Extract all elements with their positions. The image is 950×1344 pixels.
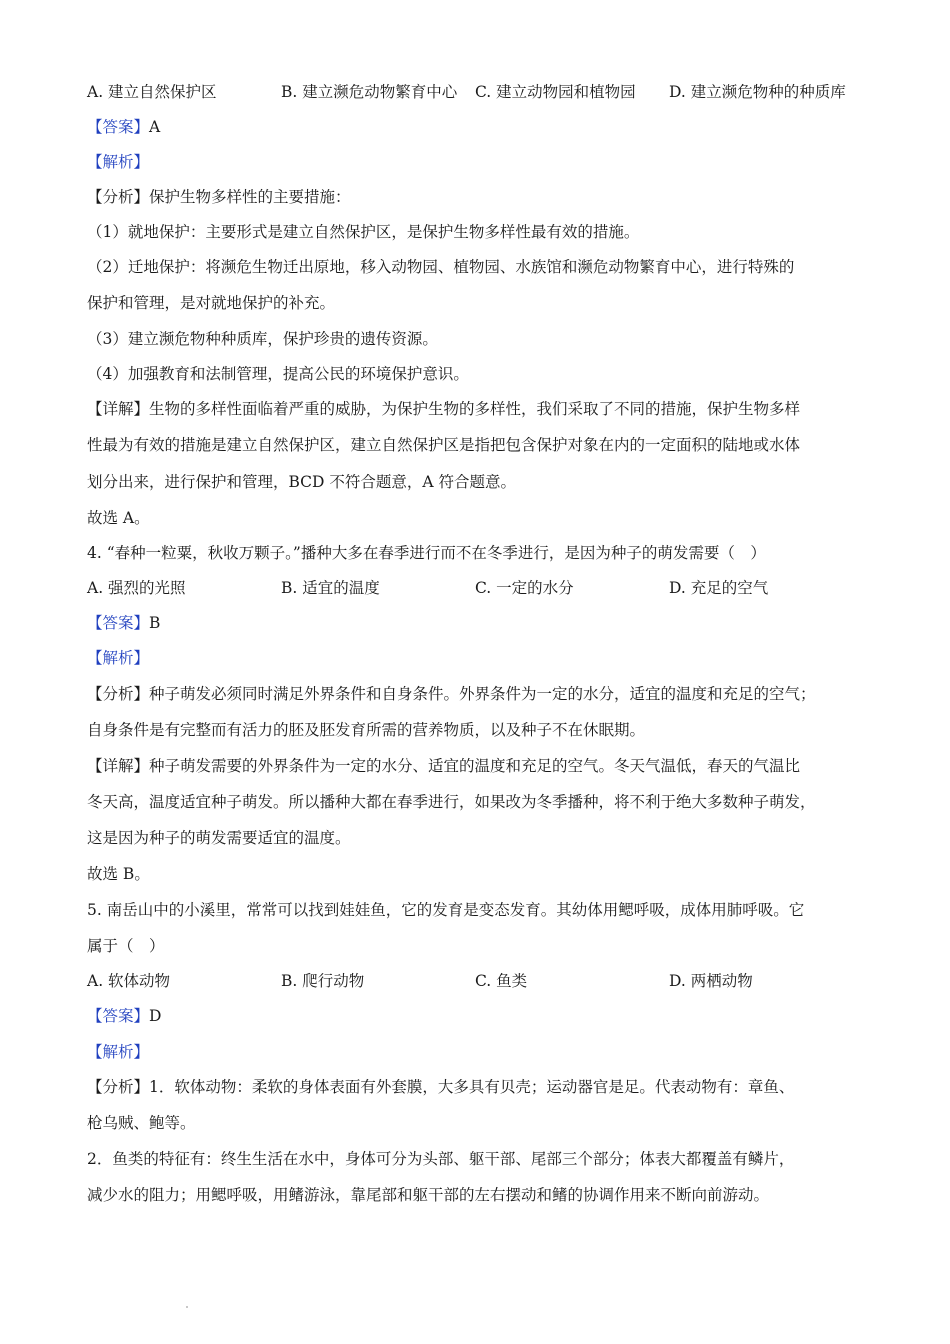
q3-point-2-cont: 保护和管理，是对就地保护的补充。: [87, 294, 336, 312]
q5-analysis-tag: 【解析】: [87, 1043, 150, 1061]
q3-point-4: （4）加强教育和法制管理，提高公民的环境保护意识。: [87, 365, 469, 383]
q4-option-a: A. 强烈的光照: [87, 579, 186, 597]
q3-detail-line-3: 划分出来，进行保护和管理，BCD 不符合题意，A 符合题意。: [87, 473, 517, 491]
q4-option-d: D. 充足的空气: [669, 579, 769, 597]
q3-option-d: D. 建立濒危物种的种质库: [669, 83, 846, 101]
q3-analysis-tag: 【解析】: [87, 153, 150, 171]
fenxi-text: 种子萌发必须同时满足外界条件和自身条件。外界条件为一定的水分，适宜的温度和充足的空气；: [149, 685, 816, 703]
q3-detail: [87, 399, 800, 419]
q4-fenxi: [87, 684, 816, 704]
fenxi-tag: 【分析】: [87, 685, 150, 703]
q4-answer: [87, 613, 160, 633]
q3-options: [87, 82, 887, 102]
q3-option-a: A. 建立自然保护区: [87, 83, 217, 101]
q5-line-3: 2．鱼类的特征有：终生生活在水中，身体可分为头部、躯干部、尾部三个部分；体表大都覆盖有鳞片，: [87, 1150, 795, 1168]
page-speck: [186, 1306, 188, 1308]
q3-point-1: （1）就地保护：主要形式是建立自然保护区，是保护生物多样性最有效的措施。: [87, 223, 640, 241]
q5-line-2: 枪乌贼、鲍等。: [87, 1114, 196, 1132]
q5-option-a: A. 软体动物: [87, 972, 171, 990]
q3-answer: [87, 117, 160, 137]
answer-value: D: [149, 1007, 162, 1025]
answer-tag: 【答案】: [87, 614, 150, 632]
q3-detail-line-2: 性最为有效的措施是建立自然保护区，建立自然保护区是指把包含保护对象在内的一定面积的陆地或水体: [87, 436, 801, 454]
answer-value: B: [149, 614, 161, 632]
q5-line-4: 减少水的阻力；用鳃呼吸，用鳍游泳，靠尾部和躯干部的左右摆动和鳍的协调作用来不断向前游动。: [87, 1186, 770, 1204]
fenxi-tag: 【分析】: [87, 1078, 150, 1096]
detail-text: 生物的多样性面临着严重的威胁，为保护生物的多样性，我们采取了不同的措施，保护生物多样: [149, 400, 801, 418]
q4-option-c: C. 一定的水分: [475, 579, 574, 597]
q3-conclusion: 故选 A。: [87, 509, 150, 527]
answer-tag: 【答案】: [87, 1007, 150, 1025]
q3-option-b: B. 建立濒危动物繁育中心: [281, 83, 458, 101]
q5-stem-line-1: 5. 南岳山中的小溪里，常常可以找到娃娃鱼，它的发育是变态发育。其幼体用鳃呼吸，成体用肺呼吸。它: [87, 901, 805, 919]
q5-stem-line-2: 属于（ ）: [87, 937, 165, 955]
q4-option-b: B. 适宜的温度: [281, 579, 380, 597]
q4-analysis-tag: 【解析】: [87, 649, 150, 667]
answer-value: A: [149, 118, 161, 136]
q4-detail: [87, 756, 800, 776]
q3-option-c: C. 建立动物园和植物园: [475, 83, 636, 101]
q5-option-d: D. 两栖动物: [669, 972, 753, 990]
q4-detail-line-3: 这是因为种子的萌发需要适宜的温度。: [87, 829, 351, 847]
fenxi-tag: 【分析】: [87, 188, 150, 206]
q3-fenxi: [87, 187, 351, 207]
q3-point-3: （3）建立濒危物种种质库，保护珍贵的遗传资源。: [87, 330, 438, 348]
q4-conclusion: 故选 B。: [87, 865, 150, 883]
q5-options: [87, 971, 887, 991]
q5-option-c: C. 鱼类: [475, 972, 528, 990]
answer-tag: 【答案】: [87, 118, 150, 136]
q4-detail-line-2: 冬天高，温度适宜种子萌发。所以播种大都在春季进行，如果改为冬季播种，将不利于绝大多数种子萌发，: [87, 793, 816, 811]
detail-text: 种子萌发需要的外界条件为一定的水分、适宜的温度和充足的空气。冬天气温低，春天的气温比: [149, 757, 801, 775]
q5-answer: [87, 1006, 161, 1026]
q4-stem: 4. “春种一粒粟，秋收万颗子。”播种大多在春季进行而不在冬季进行，是因为种子的萌发需要（ ）: [87, 544, 766, 562]
q5-fenxi: [87, 1077, 794, 1097]
detail-tag: 【详解】: [87, 757, 150, 775]
detail-tag: 【详解】: [87, 400, 150, 418]
q3-point-2: （2）迁地保护：将濒危生物迁出原地，移入动物园、植物园、水族馆和濒危动物繁育中心，进行特殊的: [87, 258, 795, 276]
fenxi-text: 1．软体动物：柔软的身体表面有外套膜，大多具有贝壳；运动器官是足。代表动物有：章鱼、: [149, 1078, 795, 1096]
q5-option-b: B. 爬行动物: [281, 972, 365, 990]
q4-options: [87, 578, 887, 598]
q4-fenxi-line-2: 自身条件是有完整而有活力的胚及胚发育所需的营养物质，以及种子不在休眠期。: [87, 721, 646, 739]
fenxi-text: 保护生物多样性的主要措施：: [149, 188, 351, 206]
